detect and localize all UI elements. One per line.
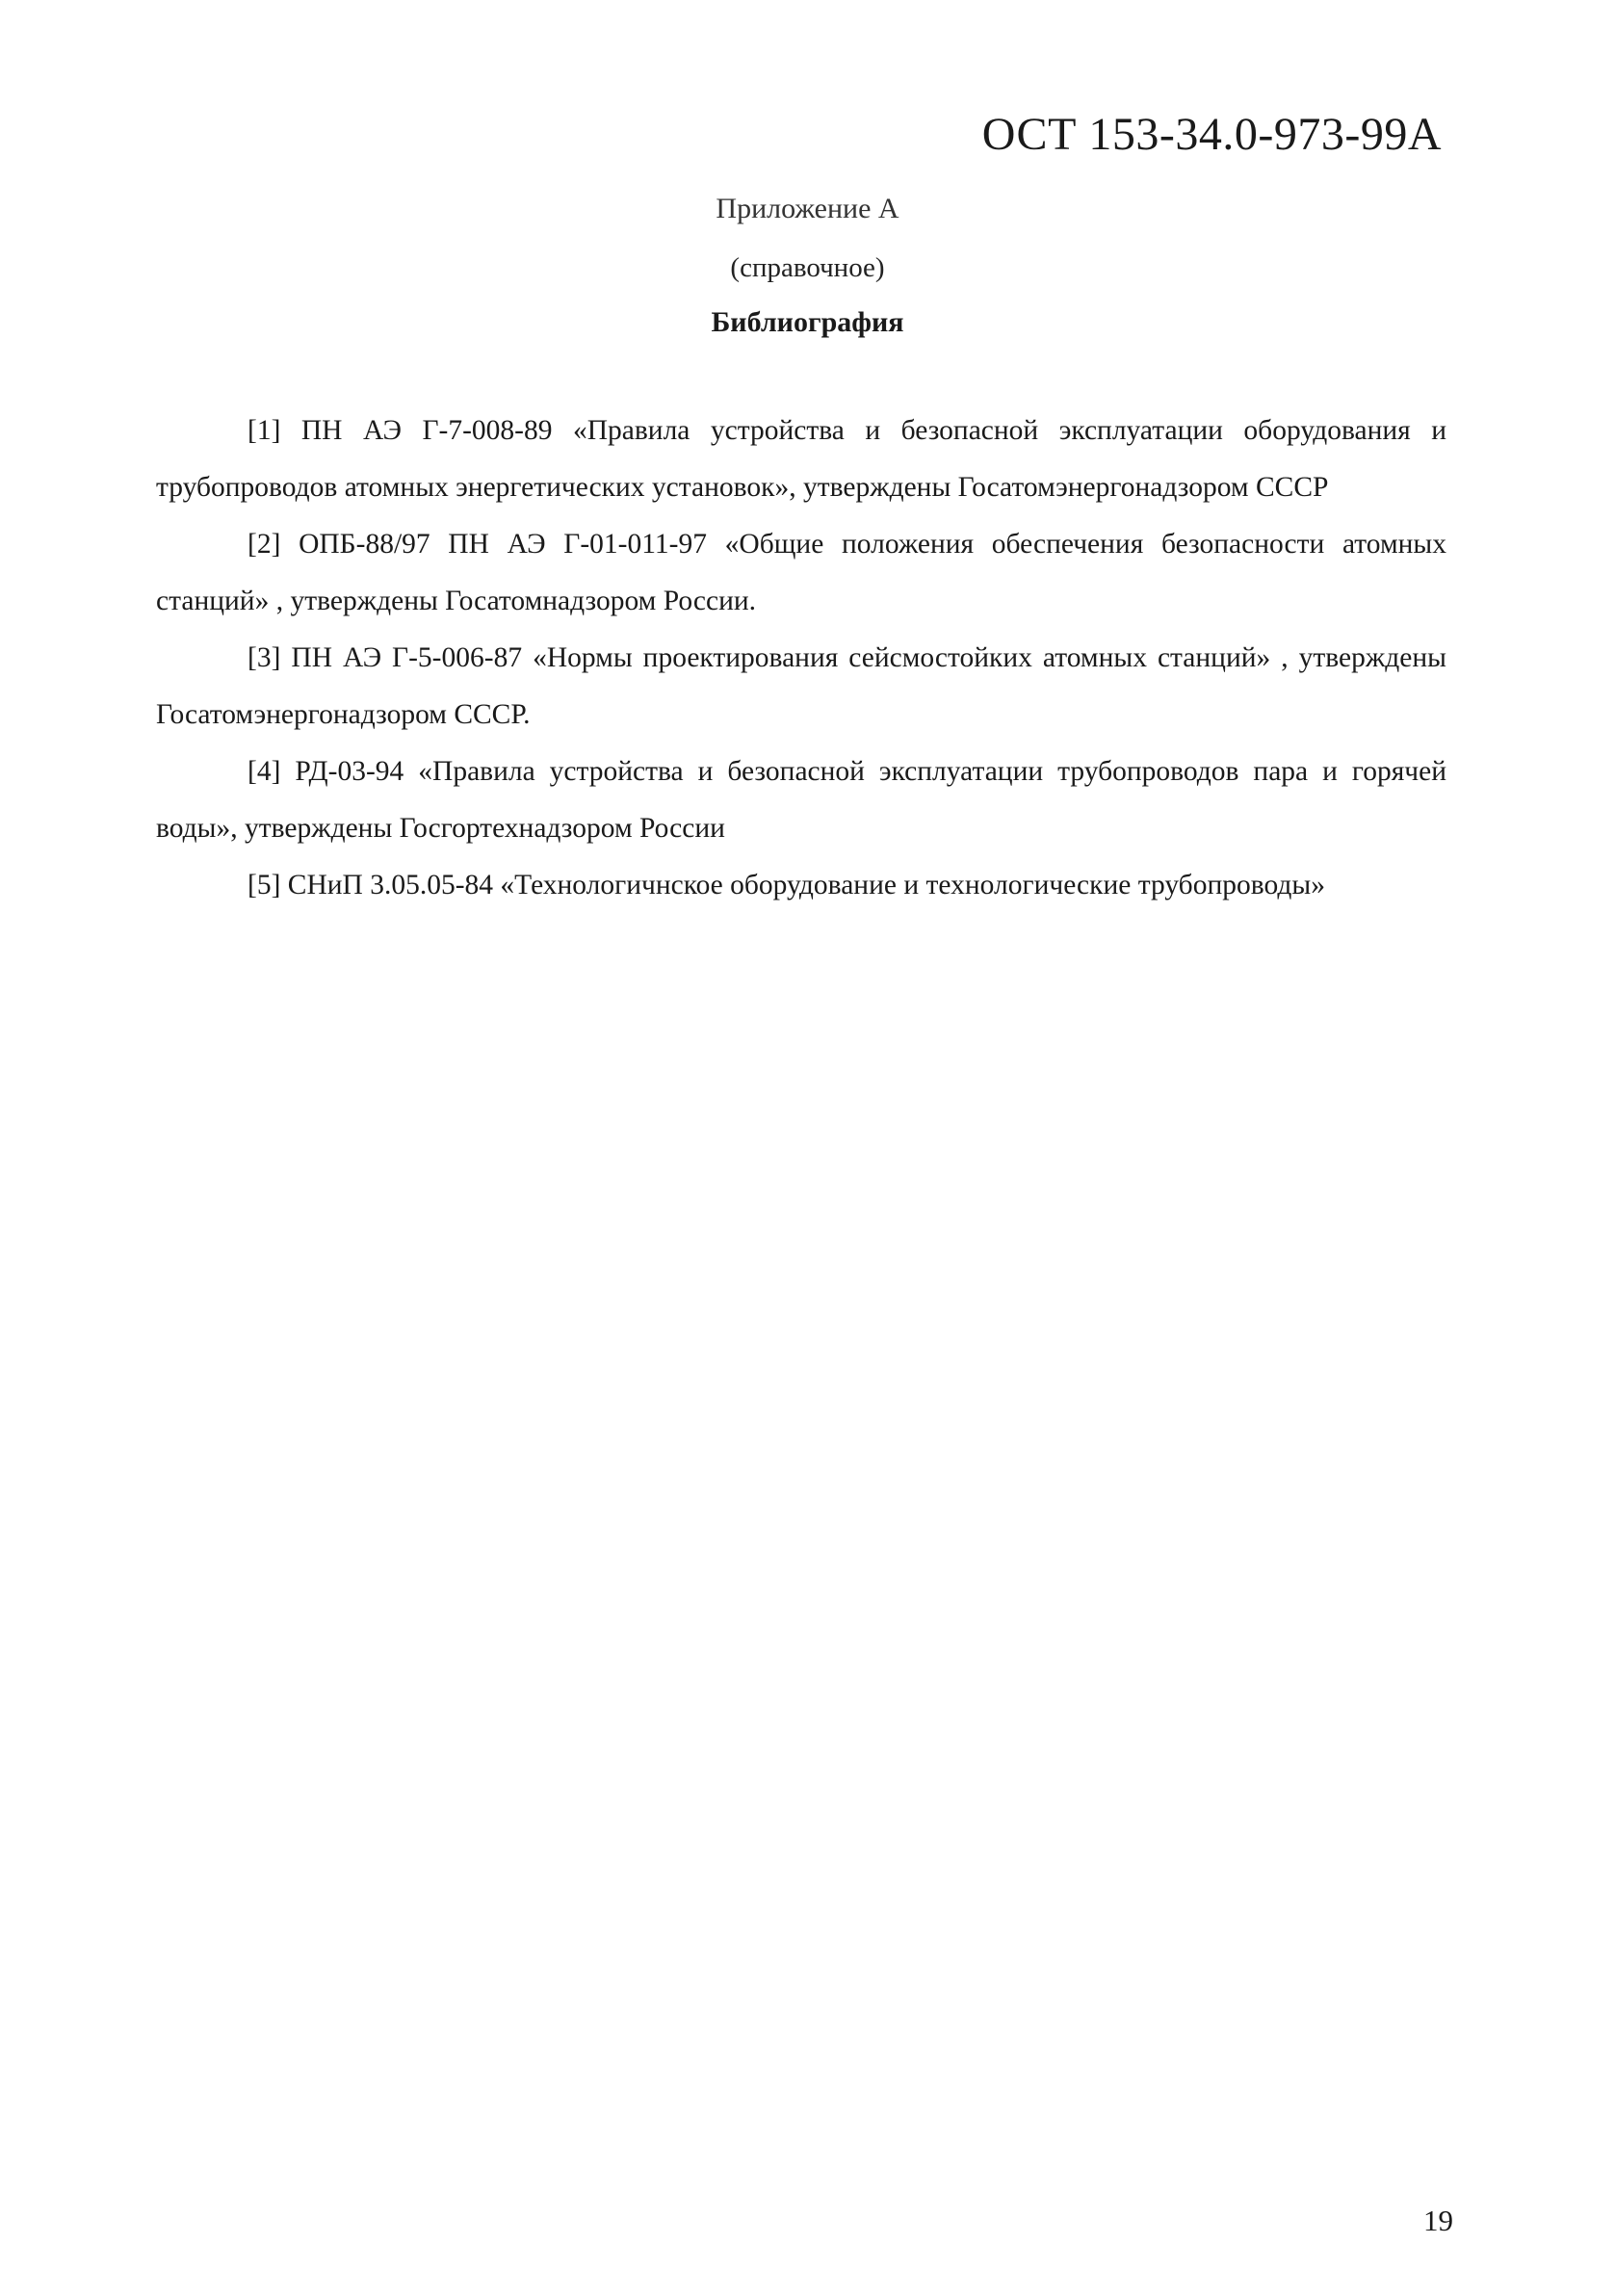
reference-item-3: [3] ПН АЭ Г-5-006-87 «Нормы проектирования сейсмостойких атомных станций» , утверждены Госатомэнергонадзором СССР. <box>156 642 1446 730</box>
reference-item-5: [5] СНиП 3.05.05-84 «Технологичнское оборудование и технологические трубопроводы» <box>247 870 1325 900</box>
bibliography-heading: Библиография <box>711 306 904 338</box>
page-number: 19 <box>1423 2204 1453 2237</box>
reference-item-4: [4] РД-03-94 «Правила устройства и безопасной эксплуатации трубопроводов пара и горячей воды», утверждены Госгортехнадзором России <box>156 756 1446 844</box>
reference-list <box>156 403 1446 914</box>
reference-item-1: [1] ПН АЭ Г-7-008-89 «Правила устройства и безопасной эксплуатации оборудования и трубопроводов атомных энергетических установок», утверждены Госатомэнергонадзором СССР <box>156 415 1446 503</box>
appendix-title: Приложение А <box>716 193 899 224</box>
document-code: ОСТ 153-34.0-973-99А <box>981 109 1442 160</box>
appendix-type: (справочное) <box>730 252 885 283</box>
reference-item-2: [2] ОПБ-88/97 ПН АЭ Г-01-011-97 «Общие положения обеспечения безопасности атомных станций» , утверждены Госатомнадзором России. <box>156 529 1446 616</box>
